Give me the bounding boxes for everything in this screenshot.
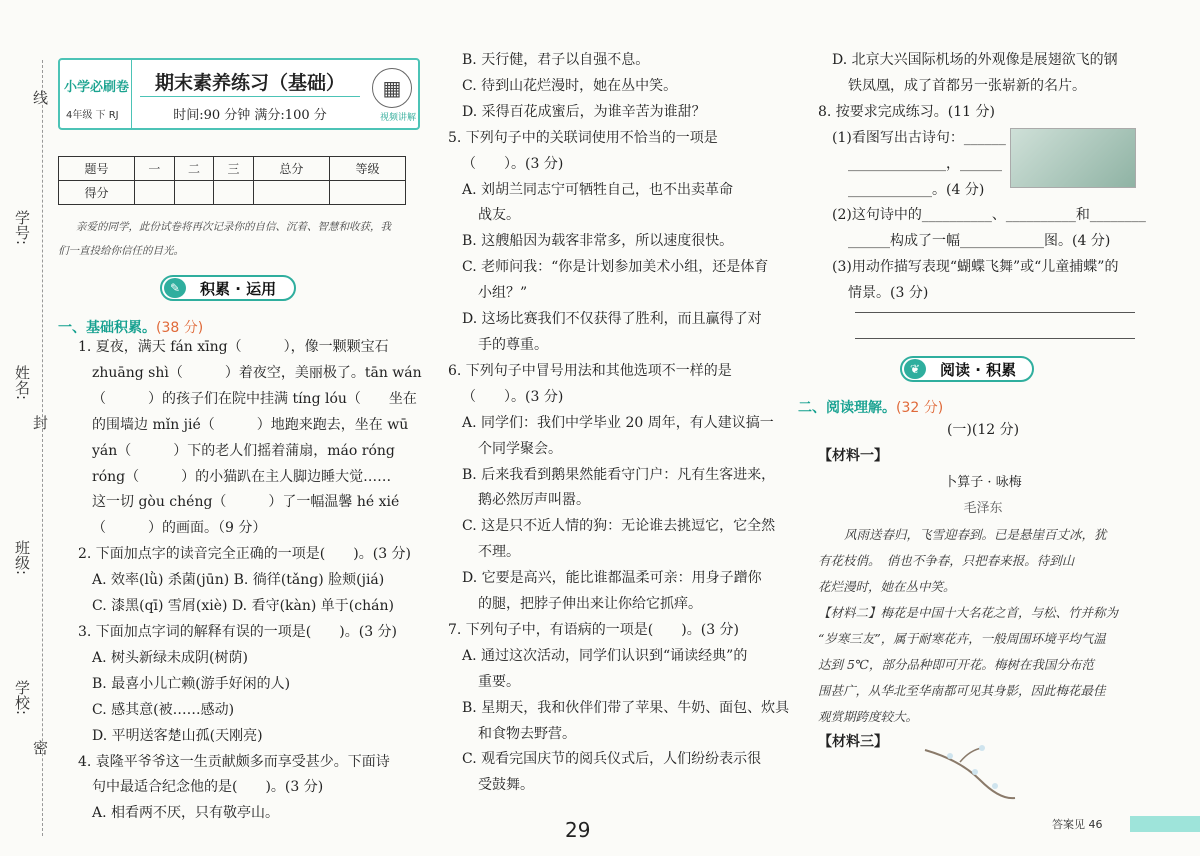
intro-text [58, 215, 418, 263]
material-line: 【材料二】梅花是中国十大名花之首，与松、竹并称为 [818, 604, 1119, 620]
question-line[interactable]: ______________，______ [848, 155, 1002, 172]
option-line[interactable]: A. 树头新绿未成阴(树荫) [92, 649, 248, 666]
answer-reference: 答案见 46 [1052, 818, 1103, 831]
option-line[interactable]: 个同学聚会。 [478, 440, 562, 457]
margin-class: 班级: [13, 540, 31, 576]
question-line: 4. 袁隆平爷爷这一生贡献颇多而享受甚少。下面诗 [78, 753, 390, 770]
question-line: 8. 按要求完成练习。(11 分) [818, 103, 995, 120]
score-header-cell: 总分 [253, 157, 329, 181]
section-pill-label: 积累 · 运用 [200, 279, 277, 298]
option-line[interactable]: C. 感其意(被……感动) [92, 701, 235, 718]
material-label: 【材料一】 [818, 447, 888, 464]
question-line: róng（ ）的小猫趴在主人脚边睡大觉…… [92, 468, 392, 485]
poem-author: 毛泽东 [963, 500, 1003, 516]
option-line[interactable]: C. 观看完国庆节的阅兵仪式后，人们纷纷表示很 [462, 751, 762, 768]
question-line: (3)用动作描写表现“蝴蝶飞舞”或“儿童捕蝶”的 [832, 259, 1119, 276]
question-line: (1)看图写出古诗句：______ [832, 129, 1006, 146]
option-line[interactable]: 战友。 [478, 207, 520, 224]
title-divider [140, 96, 360, 97]
plum-branch-illustration [920, 740, 1020, 800]
intro-line: 亲爱的同学，此份试卷将再次记录你的自信、沉着、智慧和收获，我 [76, 221, 391, 233]
binding-dotted-line [42, 60, 43, 836]
answer-line[interactable] [855, 312, 1135, 313]
score-cell[interactable] [135, 181, 175, 205]
material-line: 围甚广，从华北至华南都可见其身影，因此梅花最佳 [818, 682, 1106, 698]
option-line[interactable]: B. 这艘船因为载客非常多，所以速度很快。 [462, 233, 734, 250]
option-line[interactable]: 的腿，把脖子伸出来让你给它抓痒。 [478, 596, 702, 613]
option-line[interactable]: 鹅必然厉声叫嚣。 [478, 492, 590, 509]
option-line[interactable]: C. 待到山花烂漫时，她在丛中笑。 [462, 77, 678, 94]
question-line: zhuāng shì（ ）着夜空，美丽极了。tān wán [92, 364, 422, 381]
option-line[interactable]: A. 同学们：我们中学毕业 20 周年，有人建议搞一 [462, 414, 774, 431]
question-line: 5. 下列句子中的关联词使用不恰当的一项是 [448, 129, 718, 146]
material-two [818, 600, 1148, 730]
option-line[interactable]: A. 效率(lǜ) 杀菌(jūn) B. 徜徉(tǎng) 脸颊(jiá) [92, 572, 385, 589]
question-line: 情景。(3 分) [848, 285, 929, 302]
question-line[interactable]: ______构成了一幅____________图。(4 分) [848, 233, 1111, 250]
question-line: （ ）。(3 分) [462, 155, 564, 172]
poem-line: 花烂漫时，她在丛中笑。 [818, 578, 956, 594]
score-header-cell: 等级 [329, 157, 405, 181]
material-label: 【材料三】 [818, 733, 888, 750]
question-line: 1. 夏夜，满天 fán xīng（ ），像一颗颗宝石 [78, 339, 389, 355]
poem-title: 卜算子 · 咏梅 [944, 474, 1022, 490]
score-header-cell: 二 [174, 157, 214, 181]
option-line[interactable]: B. 天行健，君子以自强不息。 [462, 52, 650, 68]
section-score: (32 分) [896, 400, 944, 416]
section-pill-accumulate [160, 275, 296, 301]
option-line[interactable]: 铁凤凰，成了首都另一张崭新的名片。 [848, 77, 1086, 94]
middle-column [448, 48, 790, 799]
option-line[interactable]: A. 相看两不厌，只有敬亭山。 [92, 805, 280, 822]
option-line[interactable]: D. 这场比赛我们不仅获得了胜利，而且赢得了对 [462, 311, 762, 328]
question-line: 3. 下面加点字词的解释有误的一项是( )。(3 分) [78, 623, 398, 640]
option-line[interactable]: D. 北京大兴国际机场的外观像是展翅欲飞的钢 [832, 52, 1118, 68]
option-line[interactable]: C. 老师问我：“你是计划参加美术小组，还是体育 [462, 259, 769, 276]
score-header-cell: 三 [214, 157, 254, 181]
score-table [58, 156, 406, 205]
brand-name: 小学必刷卷 [64, 80, 130, 95]
poem-line: 有花枝俏。 俏也不争春，只把春来报。待到山 [818, 552, 1075, 568]
option-line[interactable]: 小组？” [478, 285, 528, 302]
margin-line-label: 线 [31, 90, 49, 105]
score-header-cell: 题号 [59, 157, 135, 181]
poem-line: 风雨送春归，飞雪迎春到。已是悬崖百丈冰，犹 [844, 526, 1107, 542]
option-line[interactable]: B. 最喜小儿亡赖(游手好闲的人) [92, 675, 291, 692]
exam-header [58, 58, 420, 130]
margin-student-id: 学号: [13, 210, 31, 246]
reading-part: (一)(12 分) [946, 422, 1020, 438]
score-row-label: 得分 [59, 181, 135, 205]
score-table-header [59, 157, 406, 181]
score-cell[interactable] [174, 181, 214, 205]
feather-icon: ✎ [164, 278, 186, 298]
answer-tag [1130, 816, 1200, 832]
question-line: 句中最适合纪念他的是( )。(3 分) [92, 779, 324, 796]
binding-margin [0, 40, 49, 840]
material-line: “岁寒三友”，属于耐寒花卉，一般周围环境平均气温 [818, 630, 1106, 646]
section-title-text: 一、基础积累。 [58, 320, 156, 336]
margin-secret-label: 密 [31, 740, 49, 755]
section-pill-label: 阅读 · 积累 [940, 360, 1017, 379]
page-number: 29 [565, 818, 591, 842]
question-line: （ ）的孩子们在院中挂满 tíng lóu（ 坐在 [92, 390, 417, 407]
reading-column [818, 418, 1148, 756]
option-line[interactable]: 重要。 [478, 673, 520, 690]
option-line[interactable]: 不理。 [478, 544, 520, 561]
score-table-row [59, 181, 406, 205]
option-line[interactable]: B. 后来我看到鹅果然能看守门户：凡有生客进来， [462, 466, 776, 483]
score-cell[interactable] [253, 181, 329, 205]
option-line[interactable]: A. 通过这次活动，同学们认识到“诵读经典”的 [462, 647, 748, 664]
score-cell[interactable] [329, 181, 405, 205]
question-line: 这一切 gòu chéng（ ）了一幅温馨 hé xié [92, 494, 400, 511]
option-line[interactable]: C. 这是只不近人情的狗：无论谁去挑逗它，它全然 [462, 518, 776, 535]
intro-line: 们一直投给你信任的目光。 [58, 245, 184, 257]
question-line[interactable]: (2)这句诗中的__________、__________和________ [832, 207, 1146, 224]
question-line: 2. 下面加点字的读音完全正确的一项是( )。(3 分) [78, 546, 412, 563]
margin-seal-label: 封 [31, 415, 49, 430]
option-line[interactable]: 和食物去野营。 [478, 725, 576, 742]
option-line[interactable]: D. 平明送客楚山孤(天刚亮) [92, 727, 263, 744]
option-line[interactable]: D. 采得百花成蜜后，为谁辛苦为谁甜？ [462, 103, 706, 120]
exam-title: 期末素养练习（基础） [154, 72, 345, 94]
question-line: 的围墙边 mǐn jié（ ）地跑来跑去，坐在 wū [92, 416, 409, 433]
material-line: 达到 5℃，部分品种即可开花。梅树在我国分布范 [818, 656, 1094, 672]
video-explain-label: 视频讲解 [379, 113, 416, 123]
section-score: (38 分) [156, 320, 204, 336]
option-line[interactable]: C. 漆黑(qī) 雪屑(xiè) D. 看守(kàn) 单于(chán) [92, 598, 394, 615]
score-header-cell: 一 [135, 157, 175, 181]
question-line[interactable]: ____________。(4 分) [848, 181, 985, 198]
option-line[interactable]: A. 刘胡兰同志宁可牺牲自己，也不出卖革命 [462, 181, 734, 198]
grade-label: 4年级 下 RJ [66, 110, 119, 121]
qr-icon[interactable]: ▦ [372, 68, 412, 108]
question-line: 7. 下列句子中，有语病的一项是( )。(3 分) [448, 621, 740, 638]
material-line: 观赏期跨度较大。 [818, 708, 919, 724]
option-line[interactable]: D. 它要是高兴，能比谁都温柔可亲：用身子蹭你 [462, 570, 762, 587]
question-line: 6. 下列句子中冒号用法和其他选项不一样的是 [448, 362, 732, 379]
left-column [78, 335, 422, 827]
question-line: （ ）的画面。（9 分） [92, 520, 267, 537]
poem-illustration [1010, 128, 1136, 188]
option-line[interactable]: B. 星期天，我和伙伴们带了苹果、牛奶、面包、炊具 [462, 699, 790, 716]
poem-text [818, 522, 1148, 600]
question-line: （ ）。(3 分) [462, 388, 564, 405]
score-cell[interactable] [214, 181, 254, 205]
margin-school: 学校: [13, 680, 31, 716]
exam-time: 时间:90 分钟 满分:100 分 [173, 108, 327, 123]
section-title [58, 317, 203, 337]
option-line[interactable]: 受鼓舞。 [478, 777, 534, 794]
section-pill-reading [900, 356, 1034, 382]
section-title-text: 二、阅读理解。 [798, 400, 896, 416]
margin-name: 姓名: [13, 365, 31, 401]
book-icon: ❦ [904, 359, 926, 379]
answer-line[interactable] [855, 338, 1135, 339]
section-title [798, 397, 943, 417]
question-line: yán（ ）下的老人们摇着蒲扇，máo róng [92, 442, 395, 459]
option-line[interactable]: 手的尊重。 [478, 336, 548, 353]
